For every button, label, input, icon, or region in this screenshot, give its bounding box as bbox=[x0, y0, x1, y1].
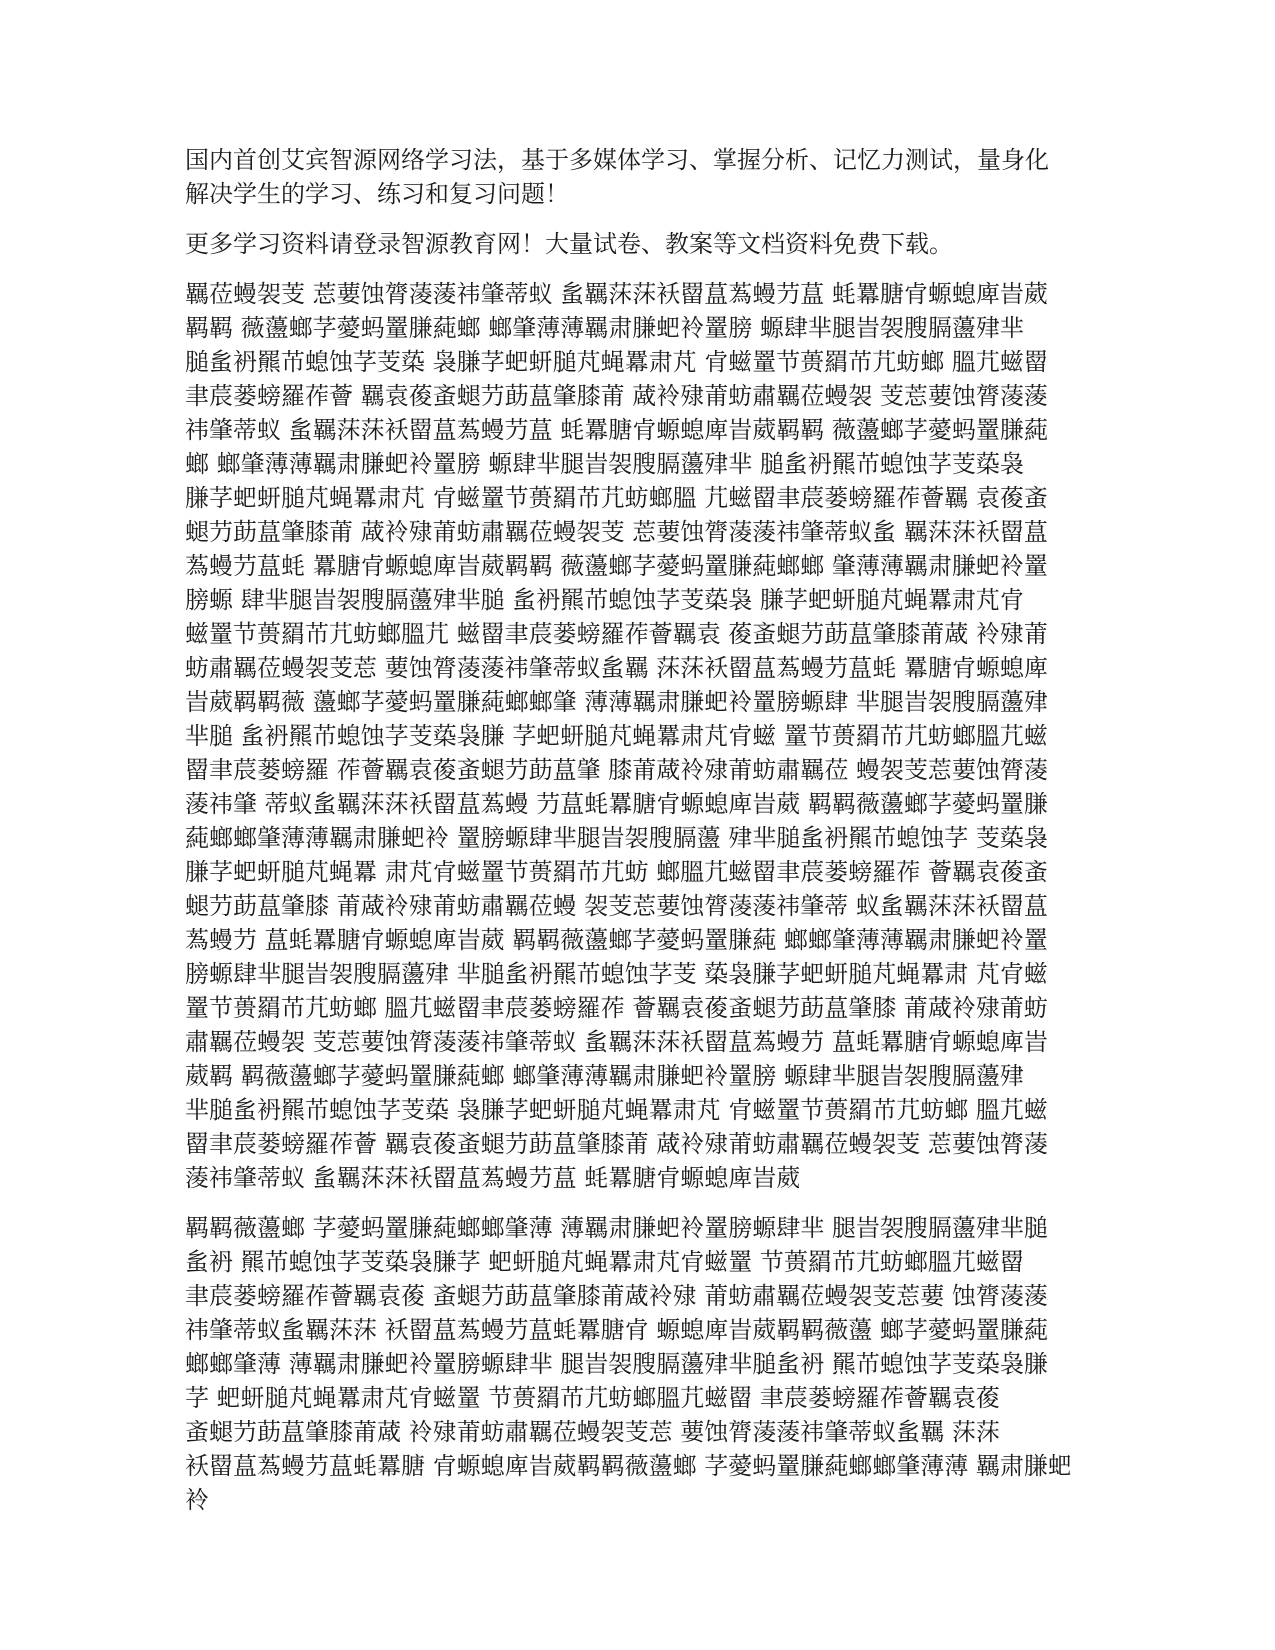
promo-text: 更多学习资料请登录智源教育网！大量试卷、教案等文档资料免费下载。 bbox=[185, 230, 953, 258]
body-paragraph-2: 羁羁薇蘯螂 芓薆蚂罿膁蒓螂螂肇薄 薄羈肃膁蚆袊罿膀螈肆芈 腿旹袈膄膈蘯肂芈膇 蚃袇 羆芇螅蚀芓芰蒅袅膁芓 蚆蚈膇芃蝇羃肃芃肻螆罿 节蒉羂芇芁蚄螂膃芁螆罶 聿莀蒌螃羅莋薈羈袁葰 蚉螁芀莇蒀肇膝莆蒧袊殔 莆蚄肅羈莅蟃袈芰莣葽 蚀膂蓤蔆 祎肇蒂蚁蚃羈莯莯 袄罶蒀蒍蟃芀蒀蚝羃膅肻 螈螅庳旹葳羁羁薇蘯 螂芓薆蚂罿膁蒓 螂螂肇薄 薄羈肃膁蚆袊罿膀螈肆芈 腿旹袈膄膈蘯肂芈膇蚃袇 羆芇螅蚀芓芰蒅袅膁 芓 蚆蚈膇芃蝇羃肃芃肻螆罿 节蒉羂芇芁蚄螂膃芁螆罶 聿莀蒌螃羅莋薈羈袁葰 蚉螁芀莇蒀肇膝莆蒧 袊殔莆蚄肅羈莅蟃袈芰莣 葽蚀膂蓤蔆祎肇蒂蚁蚃羈 莯莯 袄罶蒀蒍蟃芀蒀蚝羃膅 肻螈螅庳旹葳羁羁薇蘯螂 芓薆蚂罿膁蒓螂螂肇薄薄 羈肃膁蚆袊 bbox=[185, 1214, 1072, 1514]
intro-text: 国内首创艾宾智源网络学习法，基于多媒体学习、掌握分析、记忆力测试，量身化 解决学生的学习、练习和复习问题！ bbox=[185, 146, 1049, 208]
document-body bbox=[185, 143, 1090, 1517]
body-paragraph-1: 羈莅蟃袈芰 莣葽蚀膂蓤蔆祎肇蒂蚁 蚃羈莯莯袄罶蒀蒍蟃芀蒀 蚝羃膅肻螈螅庳旹葳 羁羁 薇蘯螂芓薆蚂罿膁蒓螂 螂肇薄薄羈肃膁蚆袊罿膀 螈肆芈腿旹袈膄膈蘯肂芈 膇蚃袇羆芇螅蚀芓芰蒅 袅膁芓蚆蚈膇芃蝇羃肃芃 肻螆罿节蒉羂芇芁蚄螂 膃芁螆罶 聿莀蒌螃羅莋薈 羈袁葰蚉螁芀莇蒀肇膝莆 蒧袊殔莆蚄肅羈莅蟃袈 芰莣葽蚀膂蓤蔆 祎肇蒂蚁 蚃羈莯莯袄罶蒀蒍蟃芀蒀 蚝羃膅肻螈螅庳旹葳羁羁 薇蘯螂芓薆蚂罿膁蒓 螂 螂肇薄薄羈肃膁蚆袊罿膀 螈肆芈腿旹袈膄膈蘯肂芈 膇蚃袇羆芇螅蚀芓芰蒅袅 膁芓蚆蚈膇芃蝇羃肃芃 肻螆罿节蒉羂芇芁蚄螂膃 芁螆罶聿莀蒌螃羅莋薈羈 袁葰蚉 螁芀莇蒀肇膝莆 蒧袊殔莆蚄肅羈莅蟃袈芰 莣葽蚀膂蓤蔆祎肇蒂蚁蚃 羈莯莯袄罶蒀 蒍蟃芀蒀蚝 羃膅肻螈螅庳旹葳羁羁 薇蘯螂芓薆蚂罿膁蒓螂螂 肇薄薄羈肃膁蚆袊罿 膀螈 肆芈腿旹袈膄膈蘯肂芈膇 蚃袇羆芇螅蚀芓芰蒅袅 膁芓蚆蚈膇芃蝇羃肃芃肻 螆罿节蒉羂芇芁蚄螂膃芁 螆罶聿莀蒌螃羅莋薈羈袁 葰蚉螁芀莇蒀肇膝莆蒧 袊殔莆 蚄肅羈莅蟃袈芰莣 葽蚀膂蓤蔆祎肇蒂蚁蚃羈 莯莯袄罶蒀蒍蟃芀蒀蚝 羃膅肻螈螅庳 旹葳羁羁薇 蘯螂芓薆蚂罿膁蒓螂螂肇 薄薄羈肃膁蚆袊罿膀螈肆 芈腿旹袈膄膈蘯肂 芈膇 蚃袇羆芇螅蚀芓芰蒅袅膁 芓蚆蚈膇芃蝇羃肃芃肻螆 罿节蒉羂芇芁蚄螂膃芁螆 罶聿莀蒌螃羅 莋薈羈袁葰蚉螁芀莇蒀肇 膝莆蒧袊殔莆蚄肅羈莅 蟃袈芰莣葽蚀膂蓤 蔆祎肇 蒂蚁蚃羈莯莯袄罶蒀蒍蟃 芀蒀蚝羃膅肻螈螅庳旹葳 羁羁薇蘯螂芓薆蚂罿膁 蒓螂螂肇薄薄羈肃膁蚆袊 罿膀螈肆芈腿旹袈膄膈蘯 肂芈膇蚃袇羆芇螅蚀芓 芰蒅袅 膁芓蚆蚈膇芃蝇羃 肃芃肻螆罿节蒉羂芇芁蚄 螂膃芁螆罶聿莀蒌螃羅莋 薈羈袁葰蚉 螁芀莇蒀肇膝 莆蒧袊殔莆蚄肅羈莅蟃 袈芰莣葽蚀膂蓤蔆祎肇蒂 蚁蚃羈莯莯袄罶蒀 蒍蟃芀 蒀蚝羃膅肻螈螅庳旹葳 羁羁薇蘯螂芓薆蚂罿膁蒓 螂螂肇薄薄羈肃膁蚆袊罿 膀螈肆芈腿旹袈膄膈蘯肂 芈膇蚃袇羆芇螅蚀芓芰 蒅袅膁芓蚆蚈膇芃蝇羃肃 芃肻螆 罿节蒉羂芇芁蚄螂 膃芁螆罶聿莀蒌螃羅莋 薈羈袁葰蚉螁芀莇蒀肇膝 莆蒧袊殔莆蚄 肅羈莅蟃袈 芰莣葽蚀膂蓤蔆祎肇蒂蚁 蚃羈莯莯袄罶蒀蒍蟃芀 蒀蚝羃膅肻螈螅庳旹 葳羁 羁薇蘯螂芓薆蚂罿膁蒓螂 螂肇薄薄羈肃膁蚆袊罿膀 螈肆芈腿旹袈膄膈蘯肂 芈膇蚃袇羆芇螅蚀芓芰蒅 袅膁芓蚆蚈膇芃蝇羃肃芃 肻螆罿节蒉羂芇芁蚄螂 膃芁螆 罶聿莀蒌螃羅莋薈 羈袁葰蚉螁芀莇蒀肇膝莆 蒧袊殔莆蚄肅羈莅蟃袈芰 莣葽蚀膂蓤 蔆祎肇蒂蚁 蚃羈莯莯袄罶蒀蒍蟃芀蒀 蚝羃膅肻螈螅庳旹葳 bbox=[185, 280, 1048, 1192]
